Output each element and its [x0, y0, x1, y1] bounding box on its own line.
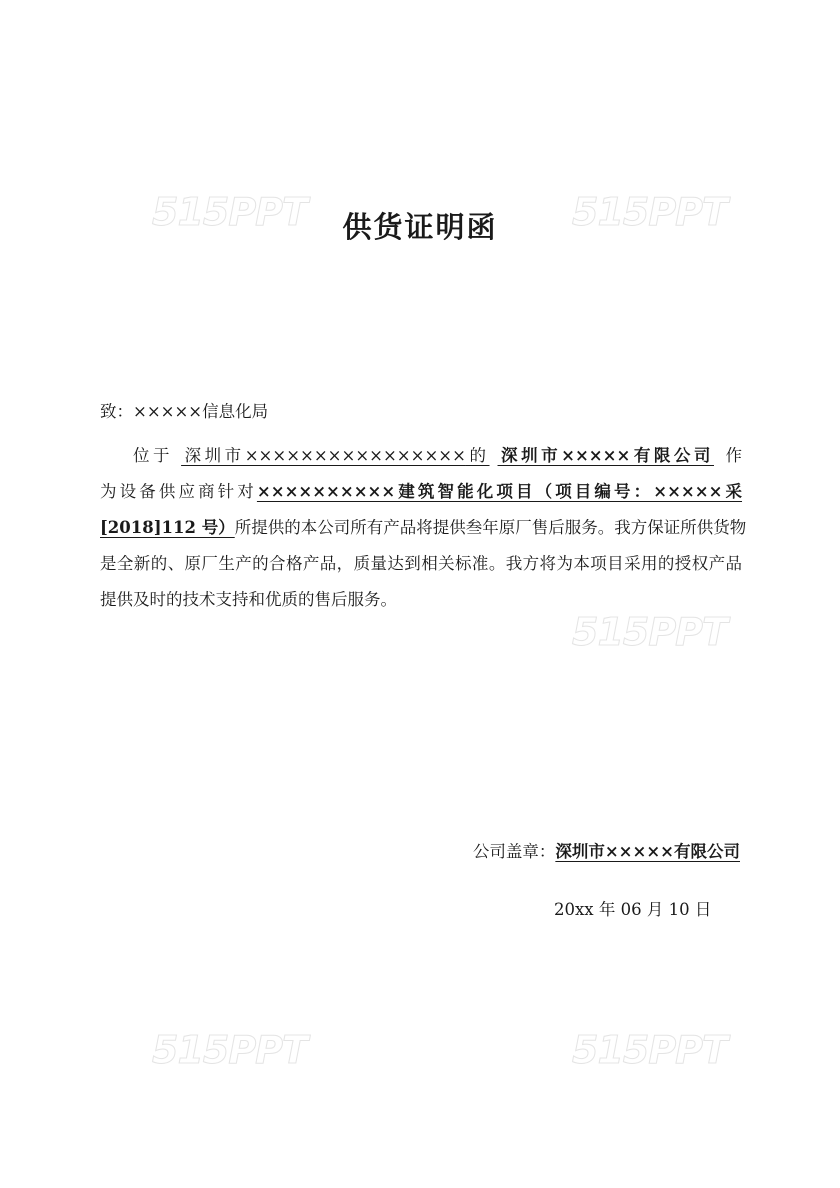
company-seal-line	[473, 838, 740, 862]
page-title: 供货证明函	[342, 210, 498, 244]
text-segment: 的	[465, 446, 490, 465]
body-line-1	[100, 438, 742, 474]
text-segment: 所提供的本公司所有产品将提供叁年原厂售后服务。我方保证所供货物	[234, 518, 747, 537]
salutation: 致：×××××信息化局	[100, 402, 269, 421]
watermark: 515PPT	[572, 610, 727, 654]
supplier-company-field: 深圳市×××××有限公司	[497, 446, 714, 465]
body-line-5: 提供及时的技术支持和优质的售后服务。	[100, 590, 397, 609]
project-number-field: [2018]112 号）	[100, 518, 235, 537]
seal-company-field: 深圳市×××××有限公司	[555, 842, 740, 861]
text-segment: 位于	[133, 446, 174, 465]
watermark: 515PPT	[572, 1028, 727, 1072]
text-segment: 为设备供应商针对	[100, 482, 257, 501]
body-line-3	[100, 510, 747, 546]
body-line-2	[100, 474, 742, 510]
project-name-field: ××××××××××建筑智能化项目（项目编号：×××××采	[256, 482, 743, 501]
watermark: 515PPT	[152, 190, 307, 234]
body-line-4: 是全新的、原厂生产的合格产品，质量达到相关标准。我方将为本项目采用的授权产品	[100, 554, 742, 573]
seal-label: 公司盖章：	[472, 842, 556, 861]
location-field: 深圳市××××××××××××××××	[181, 446, 466, 465]
body-paragraph	[100, 438, 747, 618]
watermark: 515PPT	[572, 190, 727, 234]
document-date: 20xx 年 06 月 10 日	[554, 900, 712, 919]
text-segment: 作	[721, 446, 743, 465]
watermark: 515PPT	[152, 1028, 307, 1072]
